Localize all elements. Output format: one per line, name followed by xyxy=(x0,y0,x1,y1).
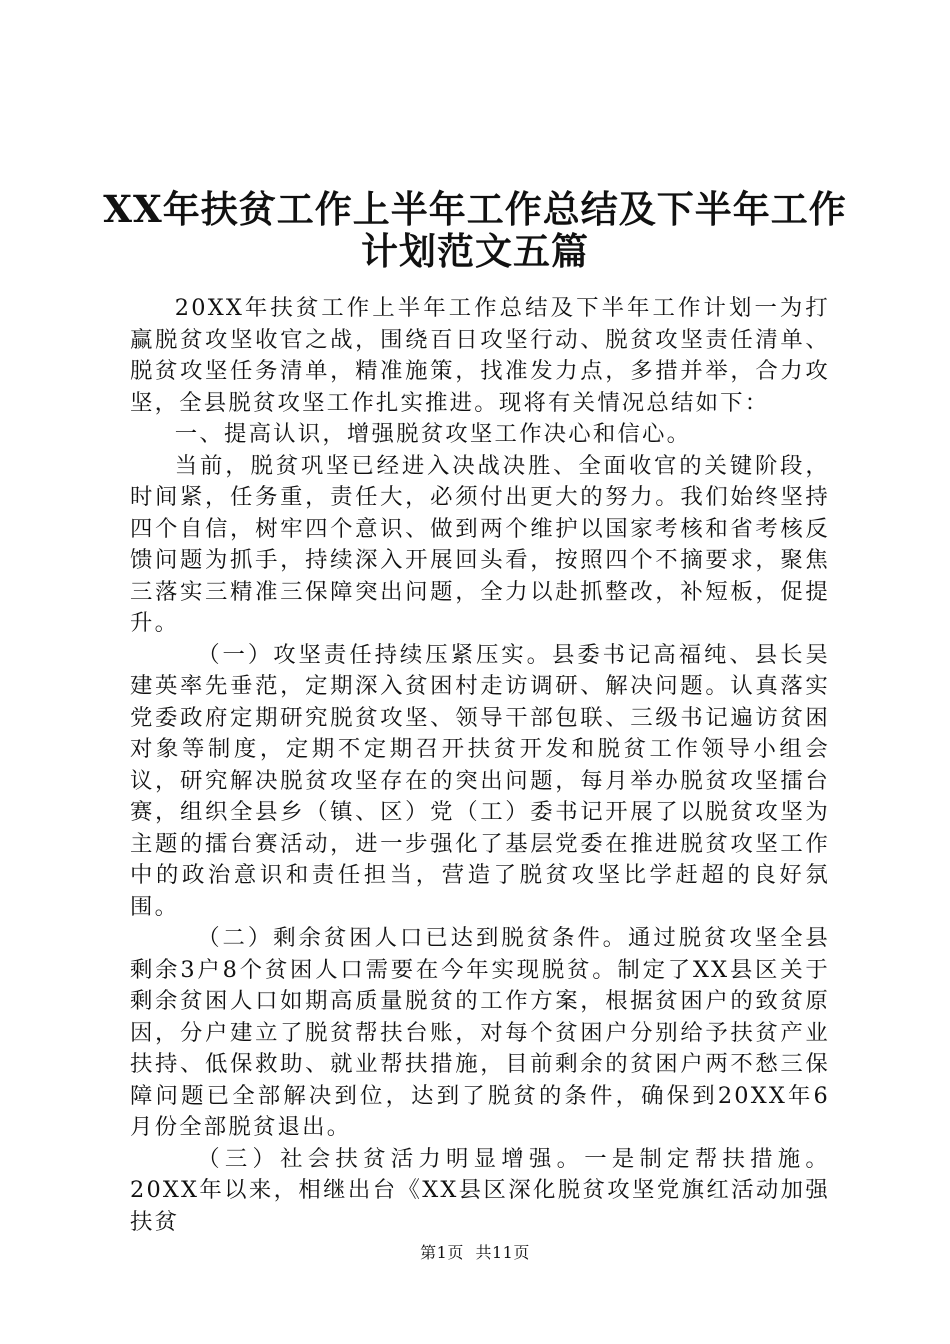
page-footer xyxy=(0,1240,950,1263)
paragraph-item-1: （一）攻坚责任持续压紧压实。县委书记高福纯、县长吴建英率先垂范，定期深入贫困村走访调研、解决问题。认真落实党委政府定期研究脱贫攻坚、领导干部包联、三级书记遍访贫困对象等制度，定期不定期召开扶贫开发和脱贫工作领导小组会议，研究解决脱贫攻坚存在的突出问题，每月举办脱贫攻坚擂台赛，组织全县乡（镇、区）党（工）委书记开展了以脱贫攻坚为主题的擂台赛活动，进一步强化了基层党委在推进脱贫攻坚工作中的政治意识和责任担当，营造了脱贫攻坚比学赶超的良好氛围。 xyxy=(130,641,830,920)
paragraph-intro: 20XX年扶贫工作上半年工作总结及下半年工作计划一为打赢脱贫攻坚收官之战，围绕百日攻坚行动、脱贫攻坚责任清单、脱贫攻坚任务清单，精准施策，找准发力点，多措并举，合力攻坚，全县脱贫攻坚工作扎实推进。现将有关情况总结如下： xyxy=(130,295,830,416)
page-total: 共11页 xyxy=(475,1243,530,1262)
section-heading-1: 一、提高认识，增强脱贫攻坚工作决心和信心。 xyxy=(174,421,692,447)
document-title-line-1: XX年扶贫工作上半年工作总结及下半年工作 xyxy=(103,187,847,231)
page-number: 第1页 xyxy=(420,1243,464,1262)
paragraph-item-2: （二）剩余贫困人口已达到脱贫条件。通过脱贫攻坚全县剩余3户8个贫困人口需要在今年实现脱贫。制定了XX县区关于剩余贫困人口如期高质量脱贫的工作方案，根据贫困户的致贫原因，分户建立了脱贫帮扶台账，对每个贫困户分别给予扶贫产业扶持、低保救助、就业帮扶措施，目前剩余的贫困户两不愁三保障问题已全部解决到位，达到了脱贫的条件，确保到20XX年6月份全部脱贫退出。 xyxy=(130,925,830,1140)
document-body xyxy=(130,293,830,1238)
document-title-line-2: 计划范文五篇 xyxy=(361,229,589,273)
paragraph-current-situation: 当前，脱贫巩坚已经进入决战决胜、全面收官的关键阶段，时间紧，任务重，责任大，必须付出更大的努力。我们始终坚持四个自信，树牢四个意识、做到两个维护以国家考核和省考核反馈问题为抓手，持续深入开展回头看，按照四个不摘要求，聚焦三落实三精准三保障突出问题，全力以赴抓整改，补短板，促提升。 xyxy=(130,452,830,636)
paragraph-item-3: （三）社会扶贫活力明显增强。一是制定帮扶措施。20XX年以来，相继出台《XX县区深化脱贫攻坚党旗红活动加强扶贫 xyxy=(130,1145,830,1235)
